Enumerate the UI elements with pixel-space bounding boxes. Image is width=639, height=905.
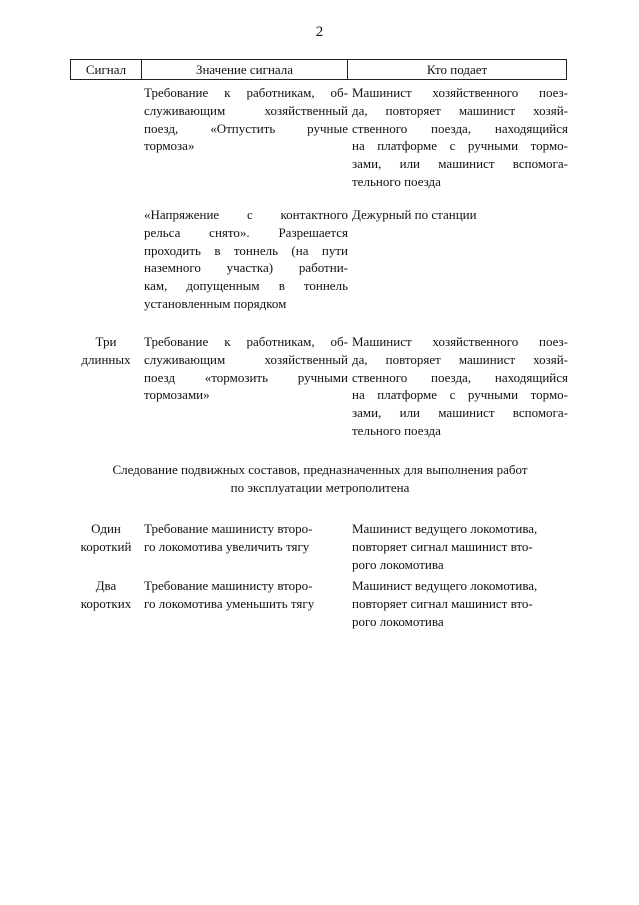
meaning-cell — [144, 520, 348, 556]
text-line: Требование к работникам, об- — [144, 85, 348, 100]
text-line: поезд «тормозить ручными — [144, 369, 348, 385]
meaning-cell — [144, 333, 348, 404]
text-line: тельного поезда — [352, 422, 441, 438]
text-line: тормозами» — [144, 387, 210, 403]
signal-cell — [70, 333, 142, 369]
who-cell — [352, 577, 568, 630]
who-cell — [352, 84, 568, 191]
text-line: кам, допущенным в тоннель — [144, 278, 348, 294]
table-header — [70, 59, 567, 80]
text-line: тельного поезда — [352, 173, 441, 189]
text-line: Требование машинисту второ- — [144, 521, 313, 536]
who-cell — [352, 206, 568, 224]
text-line: служивающим хозяйственный — [144, 351, 348, 367]
header-who: Кто подает — [426, 61, 488, 77]
text-line: служивающим хозяйственный — [144, 102, 348, 118]
text-line: на платформе с ручными тормо- — [352, 387, 568, 403]
text-line: Требование машинисту второ- — [144, 578, 313, 593]
text-line: Дежурный по станции — [352, 207, 477, 222]
text-line: Машинист ведущего локомотива, — [352, 521, 538, 536]
text-line: рого локомотива — [352, 613, 444, 629]
text-line: коротких — [80, 595, 132, 611]
meaning-cell — [144, 206, 348, 313]
header-signal: Сигнал — [71, 60, 142, 79]
text-line: Машинист хозяйственного поез- — [352, 334, 568, 349]
meaning-cell — [144, 577, 348, 613]
text-line: тормоза» — [144, 138, 195, 154]
text-line: повторяет сигнал машинист вто- — [352, 595, 533, 611]
page-number: 2 — [315, 24, 324, 40]
text-line: рельса снято». Разрешается — [144, 224, 348, 240]
text-line: да, повторяет машинист хозяй- — [352, 102, 568, 118]
text-line: Требование к работникам, об- — [144, 334, 348, 349]
text-line: установленным порядком — [144, 295, 287, 311]
text-line: ственного поезда, находящийся — [352, 369, 568, 385]
text-line: зами, или машинист вспомога- — [352, 405, 568, 421]
text-line: да, повторяет машинист хозяй- — [352, 351, 568, 367]
meaning-cell — [144, 84, 348, 155]
text-line: Три — [95, 334, 117, 349]
text-line: ственного поезда, находящийся — [352, 120, 568, 136]
signal-cell — [70, 577, 142, 613]
who-cell — [352, 333, 568, 440]
text-line: Машинист ведущего локомотива, — [352, 578, 538, 593]
section-heading-line: по эксплуатации метрополитена — [230, 479, 410, 495]
text-line: «Напряжение с контактного — [144, 207, 348, 222]
text-line: проходить в тоннель (на пути — [144, 242, 348, 258]
text-line: Машинист хозяйственного поез- — [352, 85, 568, 100]
text-line: Один — [91, 521, 121, 536]
who-cell — [352, 520, 568, 573]
text-line: на платформе с ручными тормо- — [352, 138, 568, 154]
section-heading-line: Следование подвижных составов, предназначенных для выполнения работ — [112, 462, 528, 477]
section-heading — [60, 461, 580, 497]
text-line: наземного участка) работни- — [144, 260, 348, 276]
text-line: короткий — [80, 538, 132, 554]
text-line: зами, или машинист вспомога- — [352, 156, 568, 172]
text-line: поезд, «Отпустить ручные — [144, 120, 348, 136]
text-line: го локомотива уменьшить тягу — [144, 595, 315, 611]
signal-cell — [70, 520, 142, 556]
header-meaning: Значение сигнала — [142, 60, 348, 79]
text-line: длинных — [81, 351, 131, 367]
text-line: повторяет сигнал машинист вто- — [352, 538, 533, 554]
text-line: Два — [95, 578, 117, 593]
text-line: го локомотива увеличить тягу — [144, 538, 310, 554]
text-line: рого локомотива — [352, 556, 444, 572]
